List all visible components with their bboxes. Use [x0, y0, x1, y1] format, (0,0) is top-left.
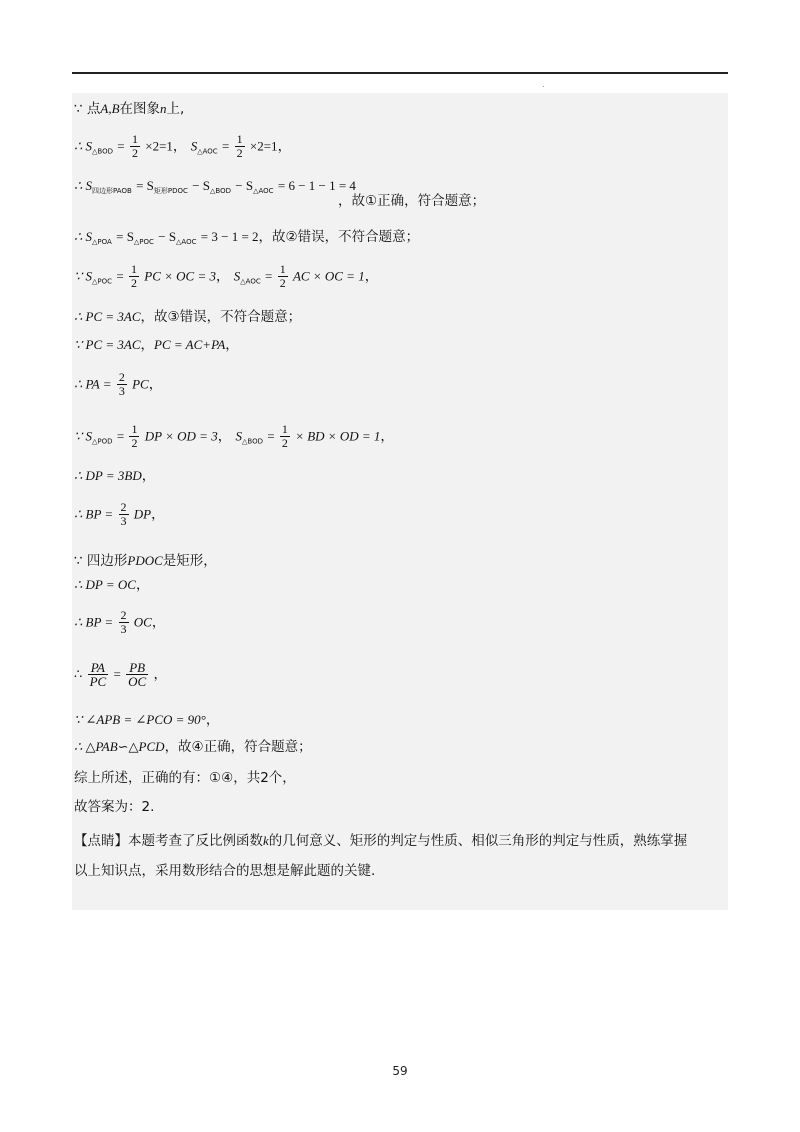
solution-line-2: ∴ $S_{\triangle BOD}$ = $\frac{1}{2}$ ×2=1， $S_{\triangle AOC}$ = $\frac{1}{2}$ ×2=1，	[74, 132, 292, 160]
solution-panel	[72, 93, 728, 910]
solution-line-13: ∴ DP = OC，	[74, 577, 150, 593]
solution-line-18: 综上所述，正确的有：①④，共2个，	[74, 770, 296, 786]
solution-line-3a: ∴ $S_{四边形PAOB} = S_{矩形PDOC} - S_{\triangle BOD} - S_{\triangle AOC} = 6 - 1 - 1 = 4$	[74, 178, 356, 195]
solution-line-6: ∴ PC = 3AC，故③错误，不符合题意；	[74, 309, 302, 325]
solution-line-16: ∵ ∠APB = ∠PCO = 90°，	[74, 712, 220, 728]
solution-line-5: ∵ $S_{\triangle POC}$ = $\frac{1}{2}$ PC × OC = 3， $S_{\triangle AOC}$ = $\frac{1}{2}$ AC × OC = 1，	[74, 262, 379, 290]
solution-line-1: ∵ 点A,B在图象n上,	[74, 101, 185, 117]
commentary-line-1: 【点睛】本题考查了反比例函数k的几何意义、矩形的判定与性质、相似三角形的判定与性质，熟练掌握	[74, 833, 688, 849]
solution-line-15: ∴ $\frac{PA}{PC}$ = $\frac{PB}{OC}$ ，	[74, 660, 167, 689]
header-rule	[72, 72, 728, 74]
solution-line-4: ∴ $S_{\triangle POA} = S_{\triangle POC} - S_{\triangle AOC} = 3 - 1 = 2$，故②错误，不符合题意；	[74, 229, 420, 246]
solution-line-14: ∴ BP = $\frac{2}{3}$ OC，	[74, 608, 166, 636]
page-number: 59	[392, 1064, 408, 1078]
solution-line-17: ∴ △PAB∽△PCD，故④正确，符合题意；	[74, 739, 312, 755]
header-mark: .	[542, 80, 545, 89]
solution-line-7: ∵ PC = 3AC，PC = AC+PA，	[74, 337, 239, 353]
solution-line-9: ∵ $S_{\triangle POD}$ = $\frac{1}{2}$ DP × OD = 3， $S_{\triangle BOD}$ = $\frac{1}{2}$ × BD × OD = 1，	[74, 422, 394, 450]
solution-line-10: ∴ DP = 3BD，	[74, 468, 156, 484]
solution-line-3b: ，故①正确，符合题意；	[338, 193, 486, 209]
solution-line-12: ∵ 四边形PDOC是矩形，	[74, 553, 217, 569]
commentary-line-2: 以上知识点，采用数形结合的思想是解此题的关键.	[74, 863, 376, 879]
solution-line-8: ∴ PA = $\frac{2}{3}$ PC，	[74, 370, 163, 398]
solution-line-19: 故答案为：2.	[74, 799, 155, 815]
solution-line-11: ∴ BP = $\frac{2}{3}$ DP，	[74, 500, 165, 528]
